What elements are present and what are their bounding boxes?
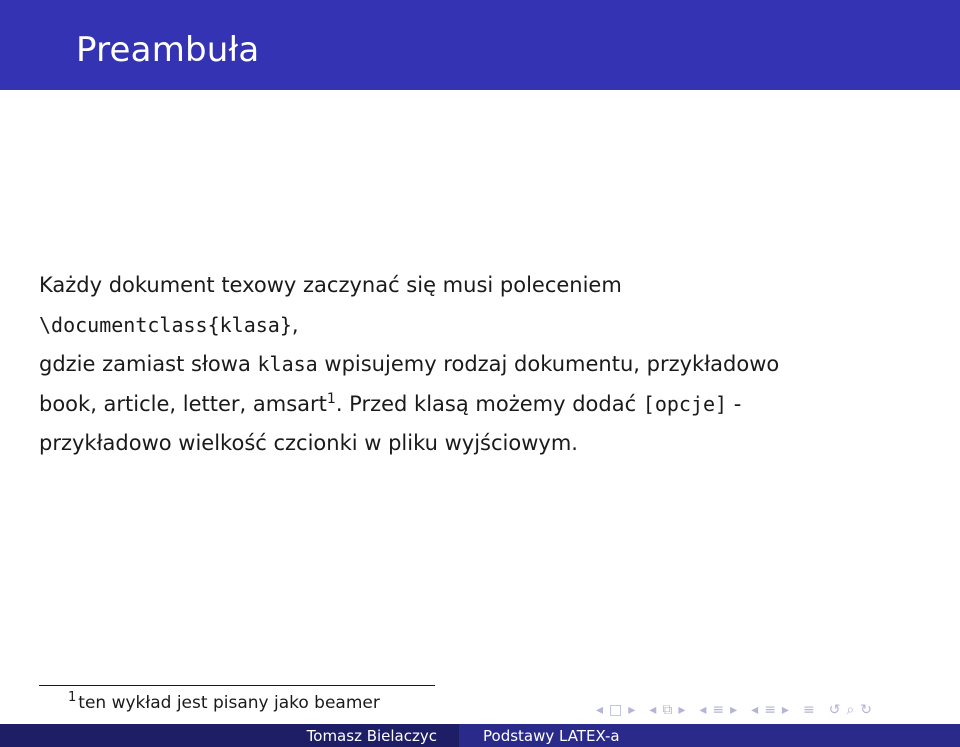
nav-search-icon[interactable]: ⌕ <box>846 702 855 718</box>
nav-prev-subsection-icon[interactable]: ◂ <box>699 702 707 718</box>
body-line-3-end: wpisujemy rodzaj dokumentu, przykładowo <box>317 352 780 376</box>
footer-talk-title: Podstawy LATEX-a <box>483 726 620 745</box>
body-line-2 <box>39 306 929 346</box>
body-line-5 <box>39 424 929 464</box>
footnote-rule <box>39 685 435 686</box>
nav-back-icon[interactable]: ↺ <box>828 702 841 718</box>
body-line-2-tail: , <box>291 312 299 337</box>
body-line-1 <box>39 266 929 306</box>
klasa-code: klasa <box>257 352 318 376</box>
footnote <box>68 690 380 713</box>
nav-prev-slide-icon[interactable]: ◂ <box>596 702 604 718</box>
nav-document-icon[interactable]: ≡ <box>802 702 815 718</box>
footnote-text: ten wykład jest pisany jako beamer <box>78 693 380 713</box>
footer-author: Tomasz Bielaczyc <box>306 726 437 745</box>
slide-body <box>39 266 929 464</box>
body-line-4-middle: . Przed klasą możemy dodać <box>335 391 643 416</box>
nav-section-icon[interactable]: ≡ <box>764 702 776 718</box>
footer-author-box <box>0 724 459 747</box>
body-line-5-text: przykładowo wielkość czcionki w pliku wyjściowym. <box>39 431 578 455</box>
nav-next-frame-icon[interactable]: ▸ <box>678 702 686 718</box>
footer-title-box <box>459 724 960 747</box>
navigation-symbols <box>596 699 878 721</box>
footer-bar <box>0 724 960 747</box>
nav-next-slide-icon[interactable]: ▸ <box>628 702 636 718</box>
nav-forward-icon[interactable]: ↻ <box>860 702 872 718</box>
nav-next-section-icon[interactable]: ▸ <box>781 702 789 718</box>
body-line-4-start: book, article, letter, amsart <box>39 391 327 416</box>
nav-prev-frame-icon[interactable]: ◂ <box>649 702 657 718</box>
opcje-code: [opcje] <box>642 391 728 416</box>
body-line-4 <box>39 385 929 425</box>
nav-subsection-icon[interactable]: ≡ <box>712 702 725 718</box>
slide-title: Preambuła <box>76 30 260 70</box>
nav-prev-section-icon[interactable]: ◂ <box>751 702 759 718</box>
footnote-mark: 1 <box>68 690 77 706</box>
nav-frame-icon[interactable]: ⧉ <box>662 702 673 718</box>
frame-title-bar <box>0 0 960 90</box>
documentclass-command: \documentclass{klasa} <box>39 312 292 337</box>
nav-next-subsection-icon[interactable]: ▸ <box>730 702 738 718</box>
body-line-3-start: gdzie zamiast słowa <box>39 352 258 376</box>
body-line-3 <box>39 345 929 385</box>
body-line-1-text: Każdy dokument texowy zaczynać się musi poleceniem <box>39 273 622 297</box>
body-line-4-end: - <box>727 391 742 416</box>
nav-slide-icon[interactable]: □ <box>609 702 623 718</box>
footnote-reference: 1 <box>326 390 336 407</box>
